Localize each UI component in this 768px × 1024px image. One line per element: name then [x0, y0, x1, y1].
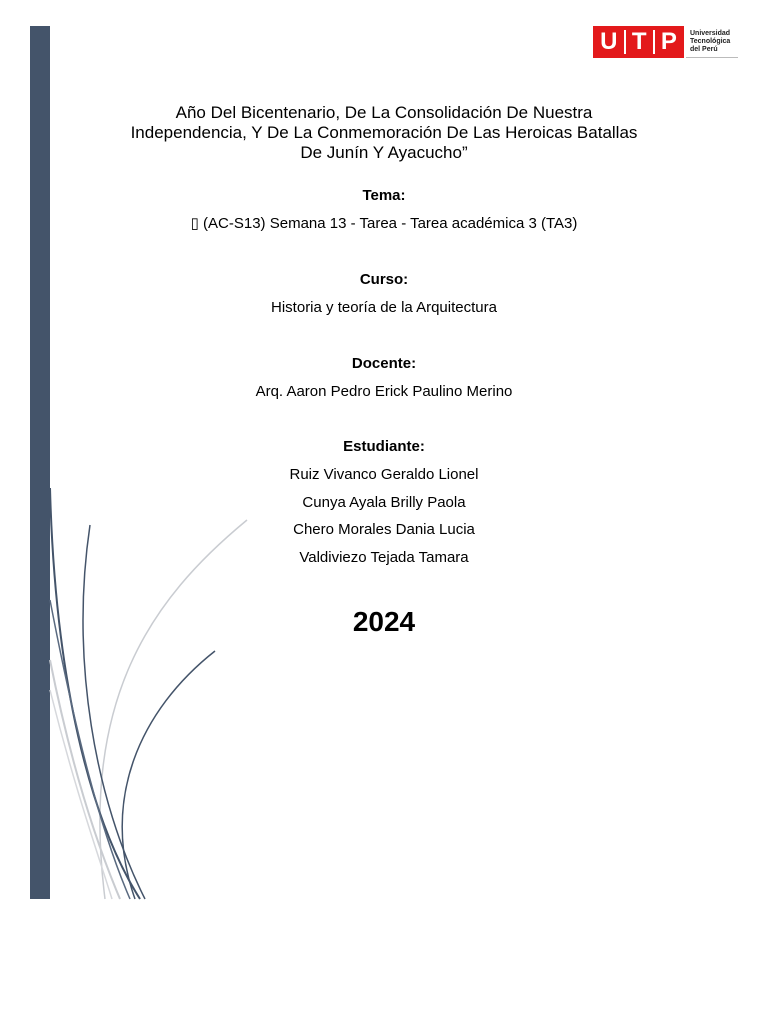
header-line-2: Independencia, Y De La Conmemoración De Las Heroicas Batallas: [130, 123, 638, 142]
utp-logo: [593, 25, 739, 59]
curve-light-2: [50, 660, 120, 899]
tema-text: (AC-S13) Semana 13 - Tarea - Tarea académica 3 (TA3): [198, 215, 578, 232]
missing-glyph-icon: ▯: [190, 215, 199, 232]
year: 2024: [352, 606, 416, 637]
logo-letter-u: U: [600, 28, 618, 55]
header-line-3: De Junín Y Ayacucho”: [300, 143, 468, 162]
logo-line-3: del Perú: [690, 46, 718, 53]
estudiante-label: Estudiante:: [343, 438, 425, 455]
docente-value: Arq. Aaron Pedro Erick Paulino Merino: [255, 383, 513, 400]
tema-value: [100, 215, 668, 233]
logo-text: [690, 30, 730, 54]
curso-label: Curso:: [359, 271, 409, 288]
logo-separator: [624, 30, 626, 54]
tema-label: Tema:: [362, 187, 406, 204]
logo-letter-t: T: [631, 28, 647, 55]
header-line-1: Año Del Bicentenario, De La Consolidación De Nuestra: [175, 103, 593, 122]
logo-separator: [653, 30, 655, 54]
curso-value: Historia y teoría de la Arquitectura: [271, 299, 497, 316]
utp-logo-box: [593, 26, 684, 58]
student-name: Valdiviezo Tejada Tamara: [299, 549, 469, 566]
logo-letter-p: P: [660, 28, 677, 55]
student-name: Cunya Ayala Brilly Paola: [302, 494, 466, 511]
docente-label: Docente:: [351, 355, 417, 372]
curve-dark-3: [122, 651, 215, 899]
student-name: Chero Morales Dania Lucia: [293, 521, 475, 538]
student-name: Ruiz Vivanco Geraldo Lionel: [289, 466, 479, 483]
logo-underline: [686, 57, 738, 58]
logo-line-2: Tecnológica: [690, 38, 731, 45]
logo-line-1: Universidad: [690, 30, 731, 37]
curve-light-3: [50, 690, 112, 899]
document-header: [100, 103, 668, 163]
